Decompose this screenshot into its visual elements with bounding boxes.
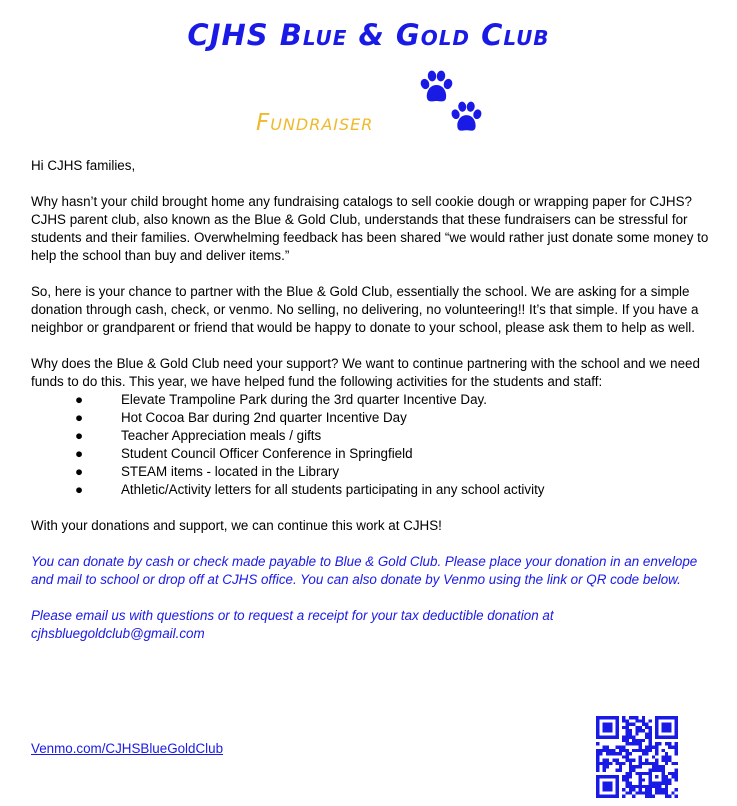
list-item: ● Elevate Trampoline Park during the 3rd quarter Incentive Day. — [75, 392, 487, 407]
venmo-link[interactable]: Venmo.com/CJHSBlueGoldClub — [31, 741, 224, 756]
qr-code-icon[interactable] — [596, 716, 678, 803]
bullet: ● — [75, 446, 84, 461]
bullet: ● — [75, 392, 84, 407]
paw-print-icon — [449, 101, 483, 135]
list-item: ● Teacher Appreciation meals / gifts — [75, 428, 322, 443]
fundraiser-subtitle: Fundraiser — [256, 110, 374, 136]
greeting: Hi CJHS families, — [31, 158, 136, 173]
bullet: ● — [75, 428, 84, 443]
list-item: ● Hot Cocoa Bar during 2nd quarter Incentive Day — [75, 410, 407, 425]
email-info: Please email us with questions or to request a receipt for your tax deductible donation at cjhsbluegoldclub@gmail.com — [31, 608, 554, 641]
club-title: CJHS Blue & Gold Club — [187, 18, 550, 52]
list-item: ● Student Council Officer Conference in Springfield — [75, 446, 413, 461]
bullet: ● — [75, 482, 84, 497]
bullet: ● — [75, 410, 84, 425]
paragraph-partner: So, here is your chance to partner with the Blue & Gold Club, essentially the school. We are asking for a simple donation through cash, check, or venmo. No selling, no delivering, no volunteering!! It’s that simple. If you have a neighbor or grandparent or friend that would be happy to donate to your school, please ask them to help as well. — [31, 284, 699, 335]
donation-info: You can donate by cash or check made payable to Blue & Gold Club. Please place your donation in an envelope and mail to school or drop off at CJHS office. You can also donate by Venmo using the link or QR code below. — [31, 554, 698, 587]
paragraph-intro: Why hasn’t your child brought home any fundraising catalogs to sell cookie dough or wrapping paper for CJHS? CJHS parent club, also known as the Blue & Gold Club, understands that these fundraisers can be stressful for students and their families. Overwhelming feedback has been shared “we would rather just donate some money to help the school than buy and deliver items.” — [31, 194, 709, 263]
paragraph-support: Why does the Blue & Gold Club need your support? We want to continue partnering with the school and we need funds to do this. This year, we have helped fund the following activities for the students and staff: — [31, 356, 700, 389]
closing-line: With your donations and support, we can continue this work at CJHS! — [31, 518, 442, 533]
list-item: ● STEAM items - located in the Library — [75, 464, 340, 479]
letter-body — [31, 157, 711, 661]
bullet: ● — [75, 464, 84, 479]
list-item: ● Athletic/Activity letters for all students participating in any school activity — [75, 482, 545, 497]
activities-list — [31, 391, 711, 499]
